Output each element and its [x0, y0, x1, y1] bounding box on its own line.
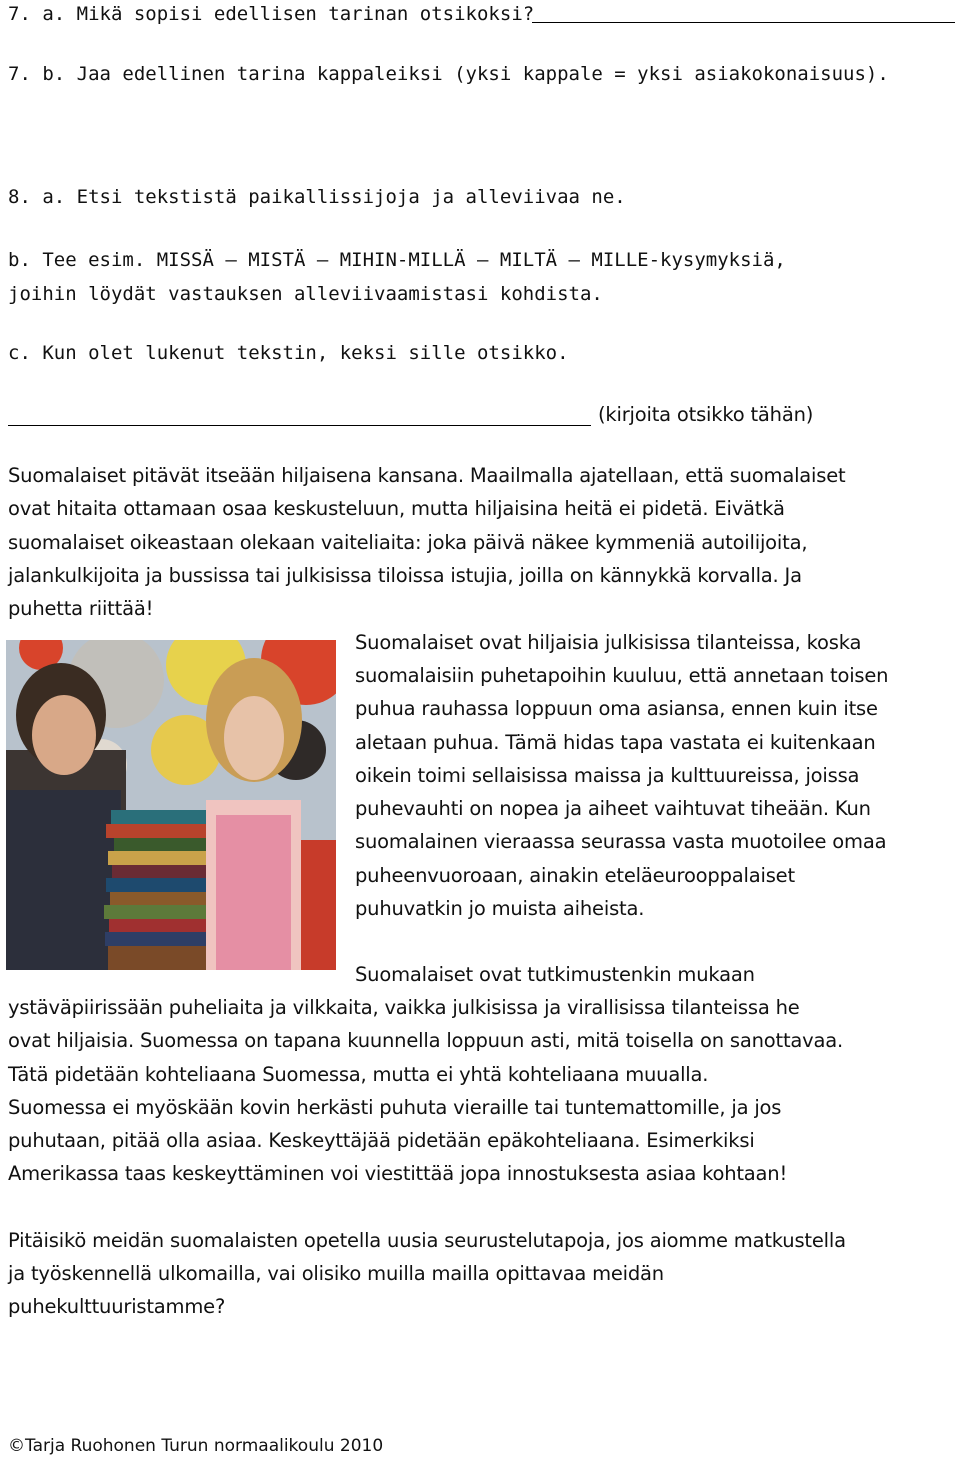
question-7b: 7. b. Jaa edellinen tarina kappaleiksi (yksi kappale = yksi asiakokonaisuus). — [8, 63, 889, 85]
text-line: ovat hiljaisia. Suomessa on tapana kuunnella loppuun asti, mitä toisella on sanottavaa. — [8, 1029, 843, 1052]
text-line: puhutaan, pitää olla asiaa. Keskeyttäjää pidetään epäkohteliaana. Esimerkiksi — [8, 1129, 755, 1152]
copyright-footer: ©Tarja Ruohonen Turun normaalikoulu 2010 — [8, 1436, 384, 1456]
text-line: ystäväpiirissään puheliaita ja vilkkaita, vaikka julkisissa ja virallisissa tilanteissa he — [8, 996, 800, 1019]
text-line: puheenvuoroaan, ainakin eteläeurooppalaiset — [355, 864, 795, 887]
text-line: Tätä pidetään kohteliaana Suomessa, mutta ei yhtä kohteliaana muualla. — [8, 1063, 709, 1086]
answer-line-7a[interactable] — [532, 22, 955, 23]
title-answer-line[interactable] — [8, 425, 591, 426]
text-line: suomalaiset oikeastaan olekaan vaiteliaita: joka päivä näkee kymmeniä autoilijoita, — [8, 531, 808, 554]
text-line: Suomalaiset ovat tutkimustenkin mukaan — [355, 963, 755, 986]
text-line: puhetta riittää! — [8, 597, 154, 620]
question-8a: 8. a. Etsi tekstistä paikallissijoja ja alleviivaa ne. — [8, 186, 626, 208]
text-line: ovat hitaita ottamaan osaa keskusteluun, mutta hiljaisina heitä ei pidetä. Eivätkä — [8, 497, 785, 520]
question-8b-line-1: b. Tee esim. MISSÄ – MISTÄ – MIHIN-MILLÄ – MILTÄ – MILLE-kysymyksiä, — [8, 249, 786, 271]
text-line: puhua rauhassa loppuun oma asiansa, ennen kuin itse — [355, 697, 878, 720]
text-line: ja työskennellä ulkomailla, vai olisiko muilla mailla opittavaa meidän — [8, 1262, 664, 1285]
question-8c: c. Kun olet lukenut tekstin, keksi sille otsikko. — [8, 342, 569, 364]
text-line: Suomalaiset pitävät itseään hiljaisena kansana. Maailmalla ajatellaan, että suomalaiset — [8, 464, 846, 487]
question-7a: 7. a. Mikä sopisi edellisen tarinan otsikoksi? — [8, 3, 535, 25]
text-line: Suomessa ei myöskään kovin herkästi puhuta vieraille tai tuntemattomille, ja jos — [8, 1096, 782, 1119]
text-line: jalankulkijoita ja bussissa tai julkisissa tiloissa istujia, joilla on kännykkä korvalla. Ja — [8, 564, 802, 587]
text-line: puhekulttuuristamme? — [8, 1295, 226, 1318]
text-line: aletaan puhua. Tämä hidas tapa vastata ei kuitenkaan — [355, 731, 876, 754]
text-line: puhevauhti on nopea ja aiheet vaihtuvat tiheään. Kun — [355, 797, 871, 820]
text-line: Amerikassa taas keskeyttäminen voi viestittää jopa innostuksesta asiaa kohtaan! — [8, 1162, 788, 1185]
text-line: Pitäisikö meidän suomalaisten opetella uusia seurustelutapoja, jos aiomme matkustella — [8, 1229, 846, 1252]
text-line: puhuvatkin jo muista aiheista. — [355, 897, 645, 920]
text-line: suomalaisiin puhetapoihin kuuluu, että annetaan toisen — [355, 664, 889, 687]
text-line: oikein toimi sellaisissa maissa ja kulttuureissa, joissa — [355, 764, 860, 787]
title-hint: (kirjoita otsikko tähän) — [598, 403, 814, 426]
text-line: Suomalaiset ovat hiljaisia julkisissa tilanteissa, koska — [355, 631, 862, 654]
question-8b-line-2: joihin löydät vastauksen alleviivaamistasi kohdista. — [8, 283, 603, 305]
text-line: suomalainen vieraassa seurassa vasta muotoilee omaa — [355, 830, 887, 853]
students-with-books-photo — [6, 640, 336, 970]
